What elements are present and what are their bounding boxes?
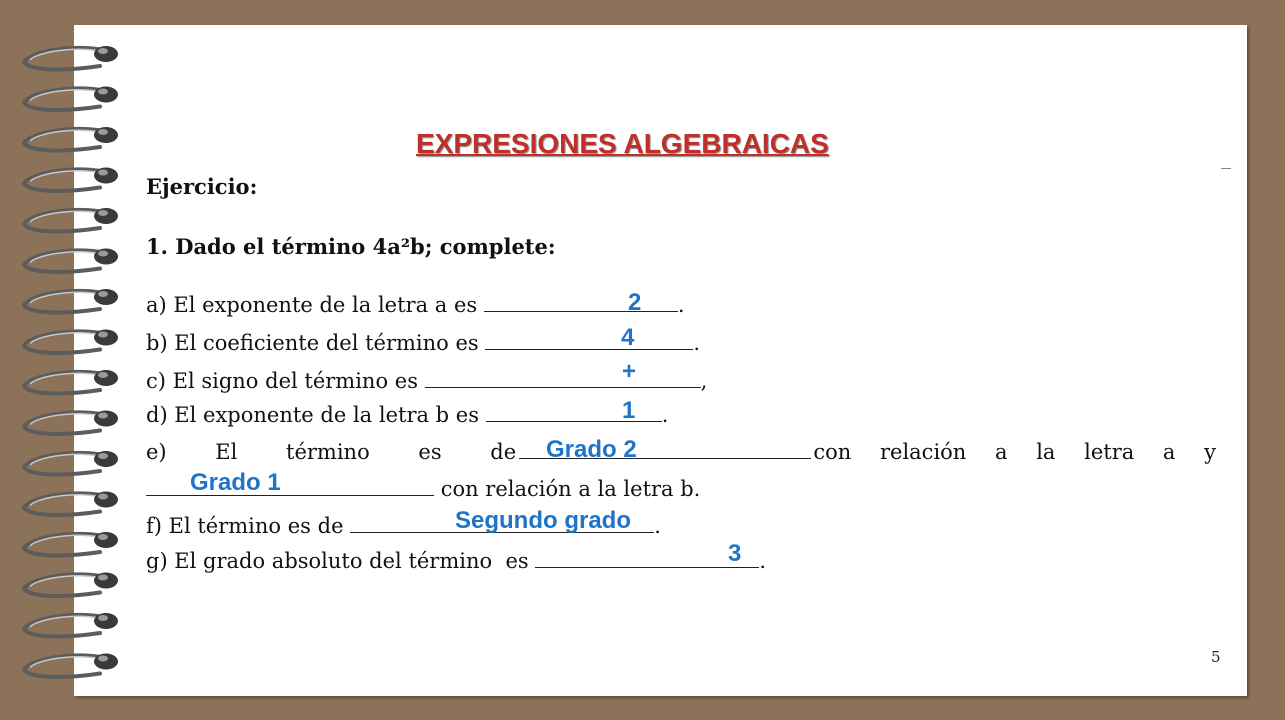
- exercise-label: Ejercicio:: [146, 174, 258, 199]
- item-b-text: b) El coeficiente del término es: [146, 331, 479, 355]
- answer-g: 3: [728, 540, 742, 567]
- item-g: [146, 549, 766, 573]
- item-d-suffix: .: [661, 403, 669, 427]
- item-a: [146, 293, 685, 317]
- item-f-text: f) El término es de: [146, 514, 344, 538]
- item-f-suffix: .: [654, 514, 661, 538]
- page-title: EXPRESIONES ALGEBRAICAS: [416, 128, 829, 159]
- item-d: [146, 403, 668, 427]
- corner-mark: [1221, 168, 1231, 169]
- item-b: [146, 331, 700, 355]
- answer-e: Grado 2: [546, 436, 637, 463]
- notebook-page: [74, 25, 1247, 696]
- answer-a: 2: [628, 289, 642, 316]
- answer-e2: Grado 1: [190, 469, 281, 496]
- item-e-suffix: con relación a la letra a y: [813, 440, 1216, 464]
- item-g-text: g) El grado absoluto del término es: [146, 549, 529, 573]
- item-c-text: c) El signo del término es: [146, 369, 418, 393]
- item-a-blank: [484, 293, 678, 312]
- item-c-suffix: ,: [700, 369, 708, 393]
- answer-f: Segundo grado: [455, 507, 631, 534]
- question-heading: 1. Dado el término 4a²b; complete:: [146, 234, 556, 259]
- item-g-blank: [535, 549, 759, 568]
- answer-b: 4: [621, 324, 635, 351]
- page-number: 5: [1211, 648, 1221, 666]
- item-a-text: a) El exponente de la letra a es: [146, 293, 478, 317]
- item-a-suffix: .: [677, 293, 685, 317]
- item-b-blank: [485, 331, 693, 350]
- item-d-text: d) El exponente de la letra b es: [146, 403, 480, 427]
- item-e2-suffix: con relación a la letra b.: [440, 477, 701, 501]
- answer-d: 1: [622, 397, 636, 424]
- item-b-suffix: .: [693, 331, 701, 355]
- item-e: [146, 440, 1216, 464]
- item-e-text: e) El término es de: [146, 440, 517, 464]
- answer-c: +: [622, 358, 637, 385]
- item-g-suffix: .: [759, 549, 767, 573]
- item-c-blank: [425, 369, 701, 388]
